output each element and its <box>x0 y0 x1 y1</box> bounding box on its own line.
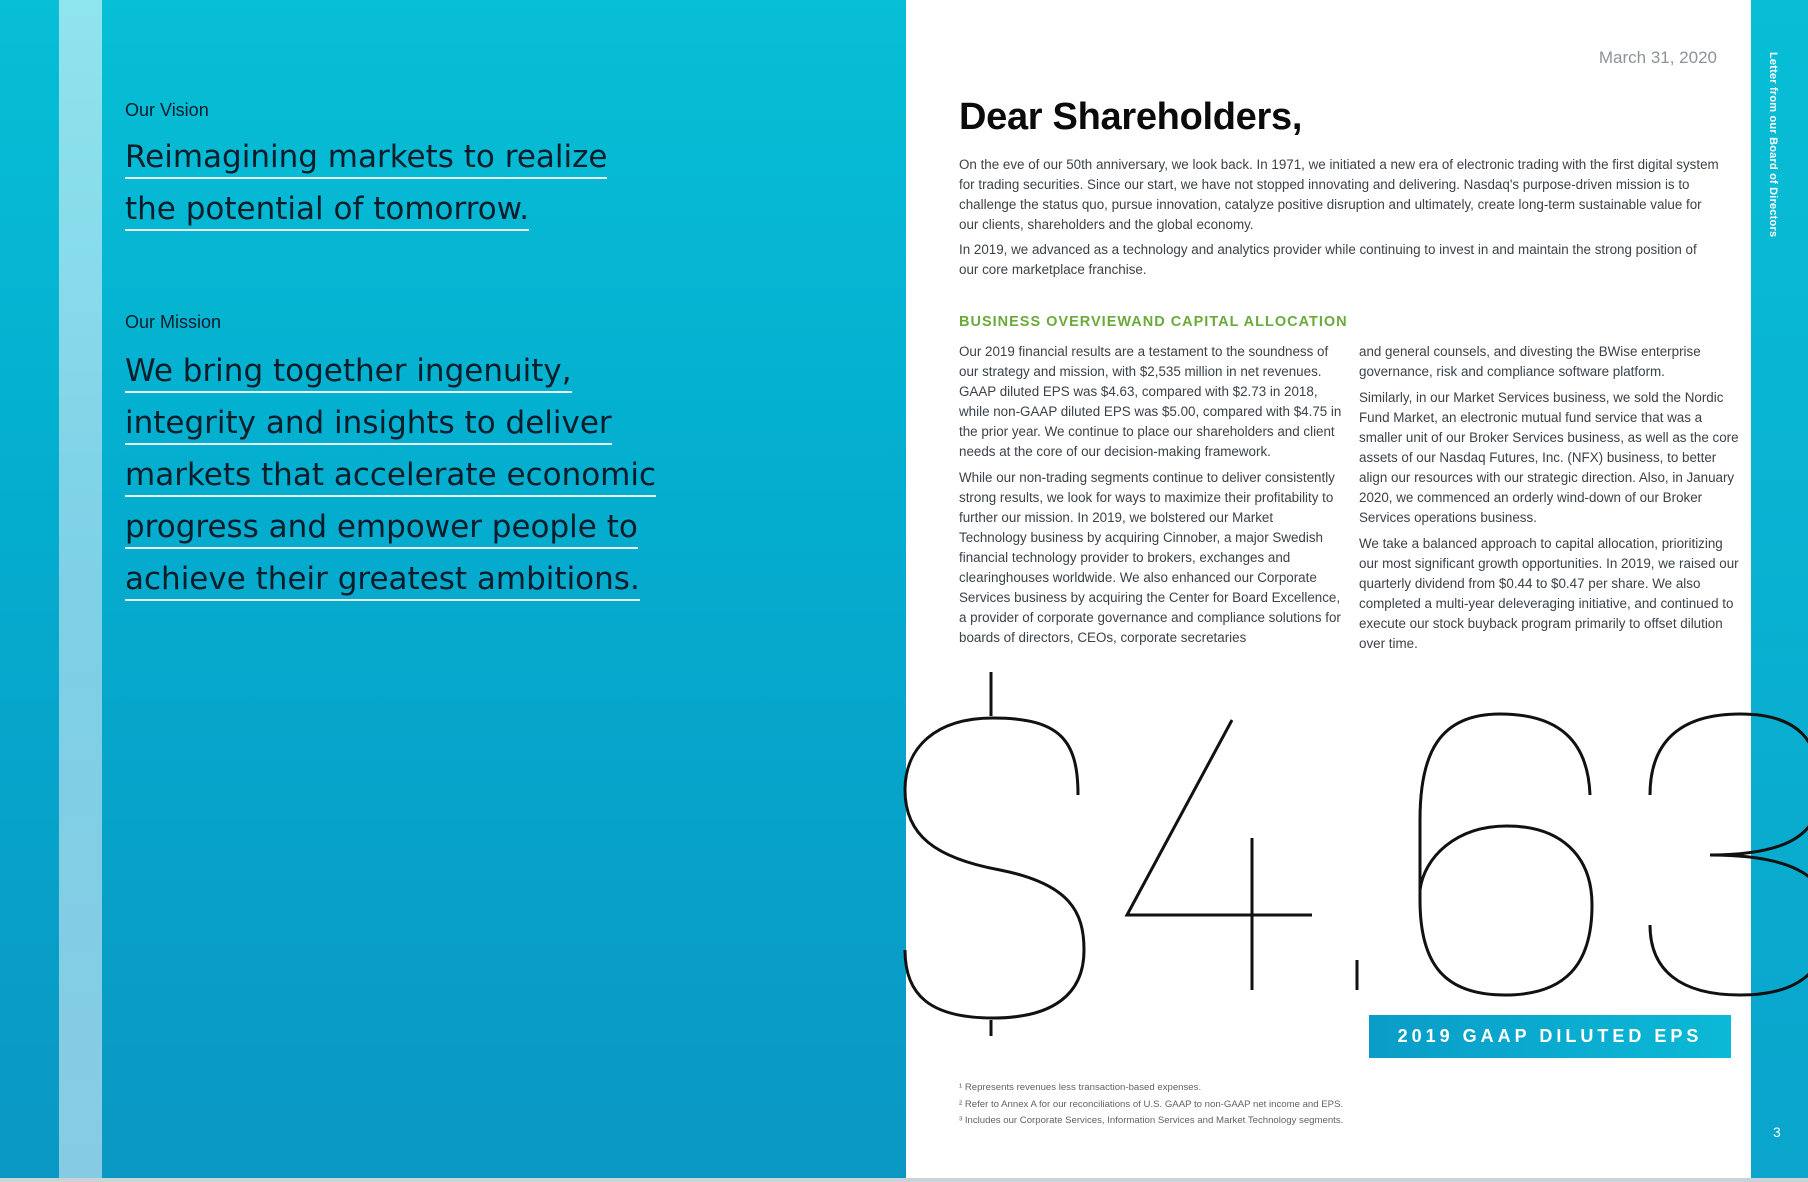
body-paragraph: While our non-trading segments continue to deliver consistently strong results, we look for ways to maximize their profitability to further our mission. In 2019, we bolstered our Market Technology business by acquiring Cinnober, a major Swedish financial technology provider to brokers, exchanges and clearinghouses worldwide. We also enhanced our Corporate Services business by acquiring the Center for Board Excellence, a provider of corporate governance and compliance solutions for boards of directors, CEOs, corporate secretaries <box>959 470 1341 645</box>
section-title: BUSINESS OVERVIEWAND CAPITAL ALLOCATION <box>959 314 1348 330</box>
intro-paragraph: In 2019, we advanced as a technology and analytics provider while continuing to invest in and maintain the strong position of our core marketplace franchise. <box>959 242 1697 277</box>
mission-label: Our Mission <box>125 312 222 332</box>
body-column-2 <box>1359 342 1744 660</box>
band-overlay <box>1751 0 1808 1178</box>
body-column-1 <box>959 342 1344 654</box>
body-paragraph: and general counsels, and divesting the BWise enterprise governance, risk and compliance software platform. <box>1359 344 1701 379</box>
page-number: 3 <box>1773 1124 1781 1140</box>
footnote: ¹ Represents revenues less transaction-based expenses. <box>959 1082 1202 1093</box>
vision-statement <box>125 131 665 235</box>
eps-badge: 2019 GAAP DILUTED EPS <box>1369 1015 1731 1058</box>
body-paragraph: Similarly, in our Market Services business, we sold the Nordic Fund Market, an electronic mutual fund service that was a smaller unit of our Broker Services business, as well as the core assets of our Nasdaq Futures, Inc. (NFX) business, to better align our resources with our strategic direction. Also, in January 2020, we commenced an orderly wind-down of our Broker Services operations business. <box>1359 390 1739 525</box>
letter-date: March 31, 2020 <box>1598 48 1717 67</box>
footnote: ² Refer to Annex A for our reconciliations of U.S. GAAP to non-GAAP net income and EPS. <box>959 1098 1344 1110</box>
mission-line: achieve their greatest ambitions. <box>125 561 640 601</box>
body-paragraph: We take a balanced approach to capital allocation, prioritizing our most significant growth opportunities. In 2019, we raised our quarterly dividend from $0.44 to $0.47 per share. We also completed a multi-year deleveraging initiative, and continued to execute our stock buyback program primarily to offset dilution over time. <box>1359 536 1739 651</box>
intro-paragraph: On the eve of our 50th anniversary, we look back. In 1971, we initiated a new era of electronic trading with the first digital system for trading securities. Since our start, we have not stopped innovating and delivering. Nasdaq's purpose-driven mission is to challenge the status quo, pursue innovation, catalyze positive disruption and ultimately, create long-term sustainable value for our clients, shareholders and the global economy. <box>959 157 1719 232</box>
vision-line: Reimagining markets to realize <box>125 139 607 179</box>
mission-statement <box>125 345 665 605</box>
left-accent-stripe <box>59 0 102 1178</box>
body-paragraph: Our 2019 financial results are a testament to the soundness of our strategy and mission, with $2,535 million in net revenues. GAAP diluted EPS was $4.63, compared with $2.73 in 2018, while non-GAAP diluted EPS was $5.00, compared with $4.75 in the prior year. We continue to place our shareholders and client needs at the core of our decision-making framework. <box>959 344 1342 459</box>
letter-heading: Dear Shareholders, <box>959 96 1303 138</box>
mission-line: integrity and insights to deliver <box>125 405 612 445</box>
footnotes <box>959 1080 1343 1130</box>
footnote: ³ Includes our Corporate Services, Information Services and Market Technology segments. <box>959 1115 1344 1126</box>
vision-line: the potential of tomorrow. <box>125 191 529 231</box>
mission-line: We bring together ingenuity, <box>125 353 572 393</box>
mission-line: markets that accelerate economic <box>125 457 656 497</box>
mission-line: progress and empower people to <box>125 509 638 549</box>
vision-label: Our Vision <box>125 100 209 120</box>
section-side-title: Letter from our Board of Directors <box>1767 52 1779 238</box>
page-bottom-edge <box>0 1178 1808 1182</box>
